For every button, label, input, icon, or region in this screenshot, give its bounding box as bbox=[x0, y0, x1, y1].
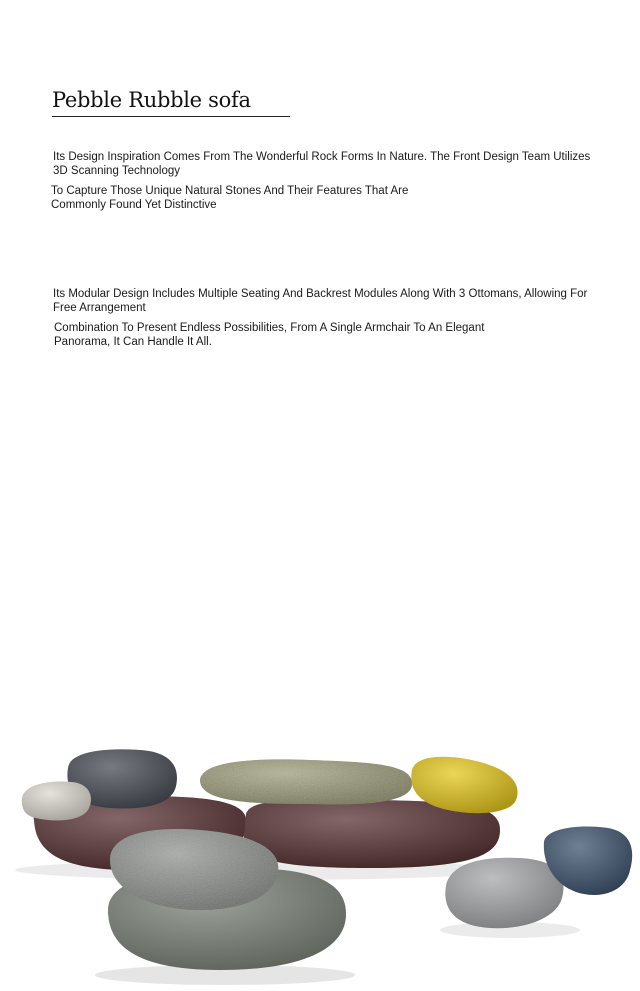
paragraph-inspiration: Its Design Inspiration Comes From The Wonderful Rock Forms In Nature. The Front Design Team Utilizes 3D Scanning Technology bbox=[53, 151, 591, 177]
paragraph-combination: Combination To Present Endless Possibilities, From A Single Armchair To An Elegant Panorama, It Can Handle It All. bbox=[54, 322, 485, 348]
paragraph-natural-stones: To Capture Those Unique Natural Stones And Their Features That Are Commonly Found Yet Distinctive bbox=[51, 185, 409, 211]
paragraph-modular-design: Its Modular Design Includes Multiple Seating And Backrest Modules Along With 3 Ottomans, Allowing For Free Arrangement bbox=[53, 288, 588, 314]
page-title: Pebble Rubble sofa bbox=[52, 88, 251, 112]
title-underline bbox=[52, 116, 290, 117]
sofa-product-image bbox=[0, 730, 640, 991]
